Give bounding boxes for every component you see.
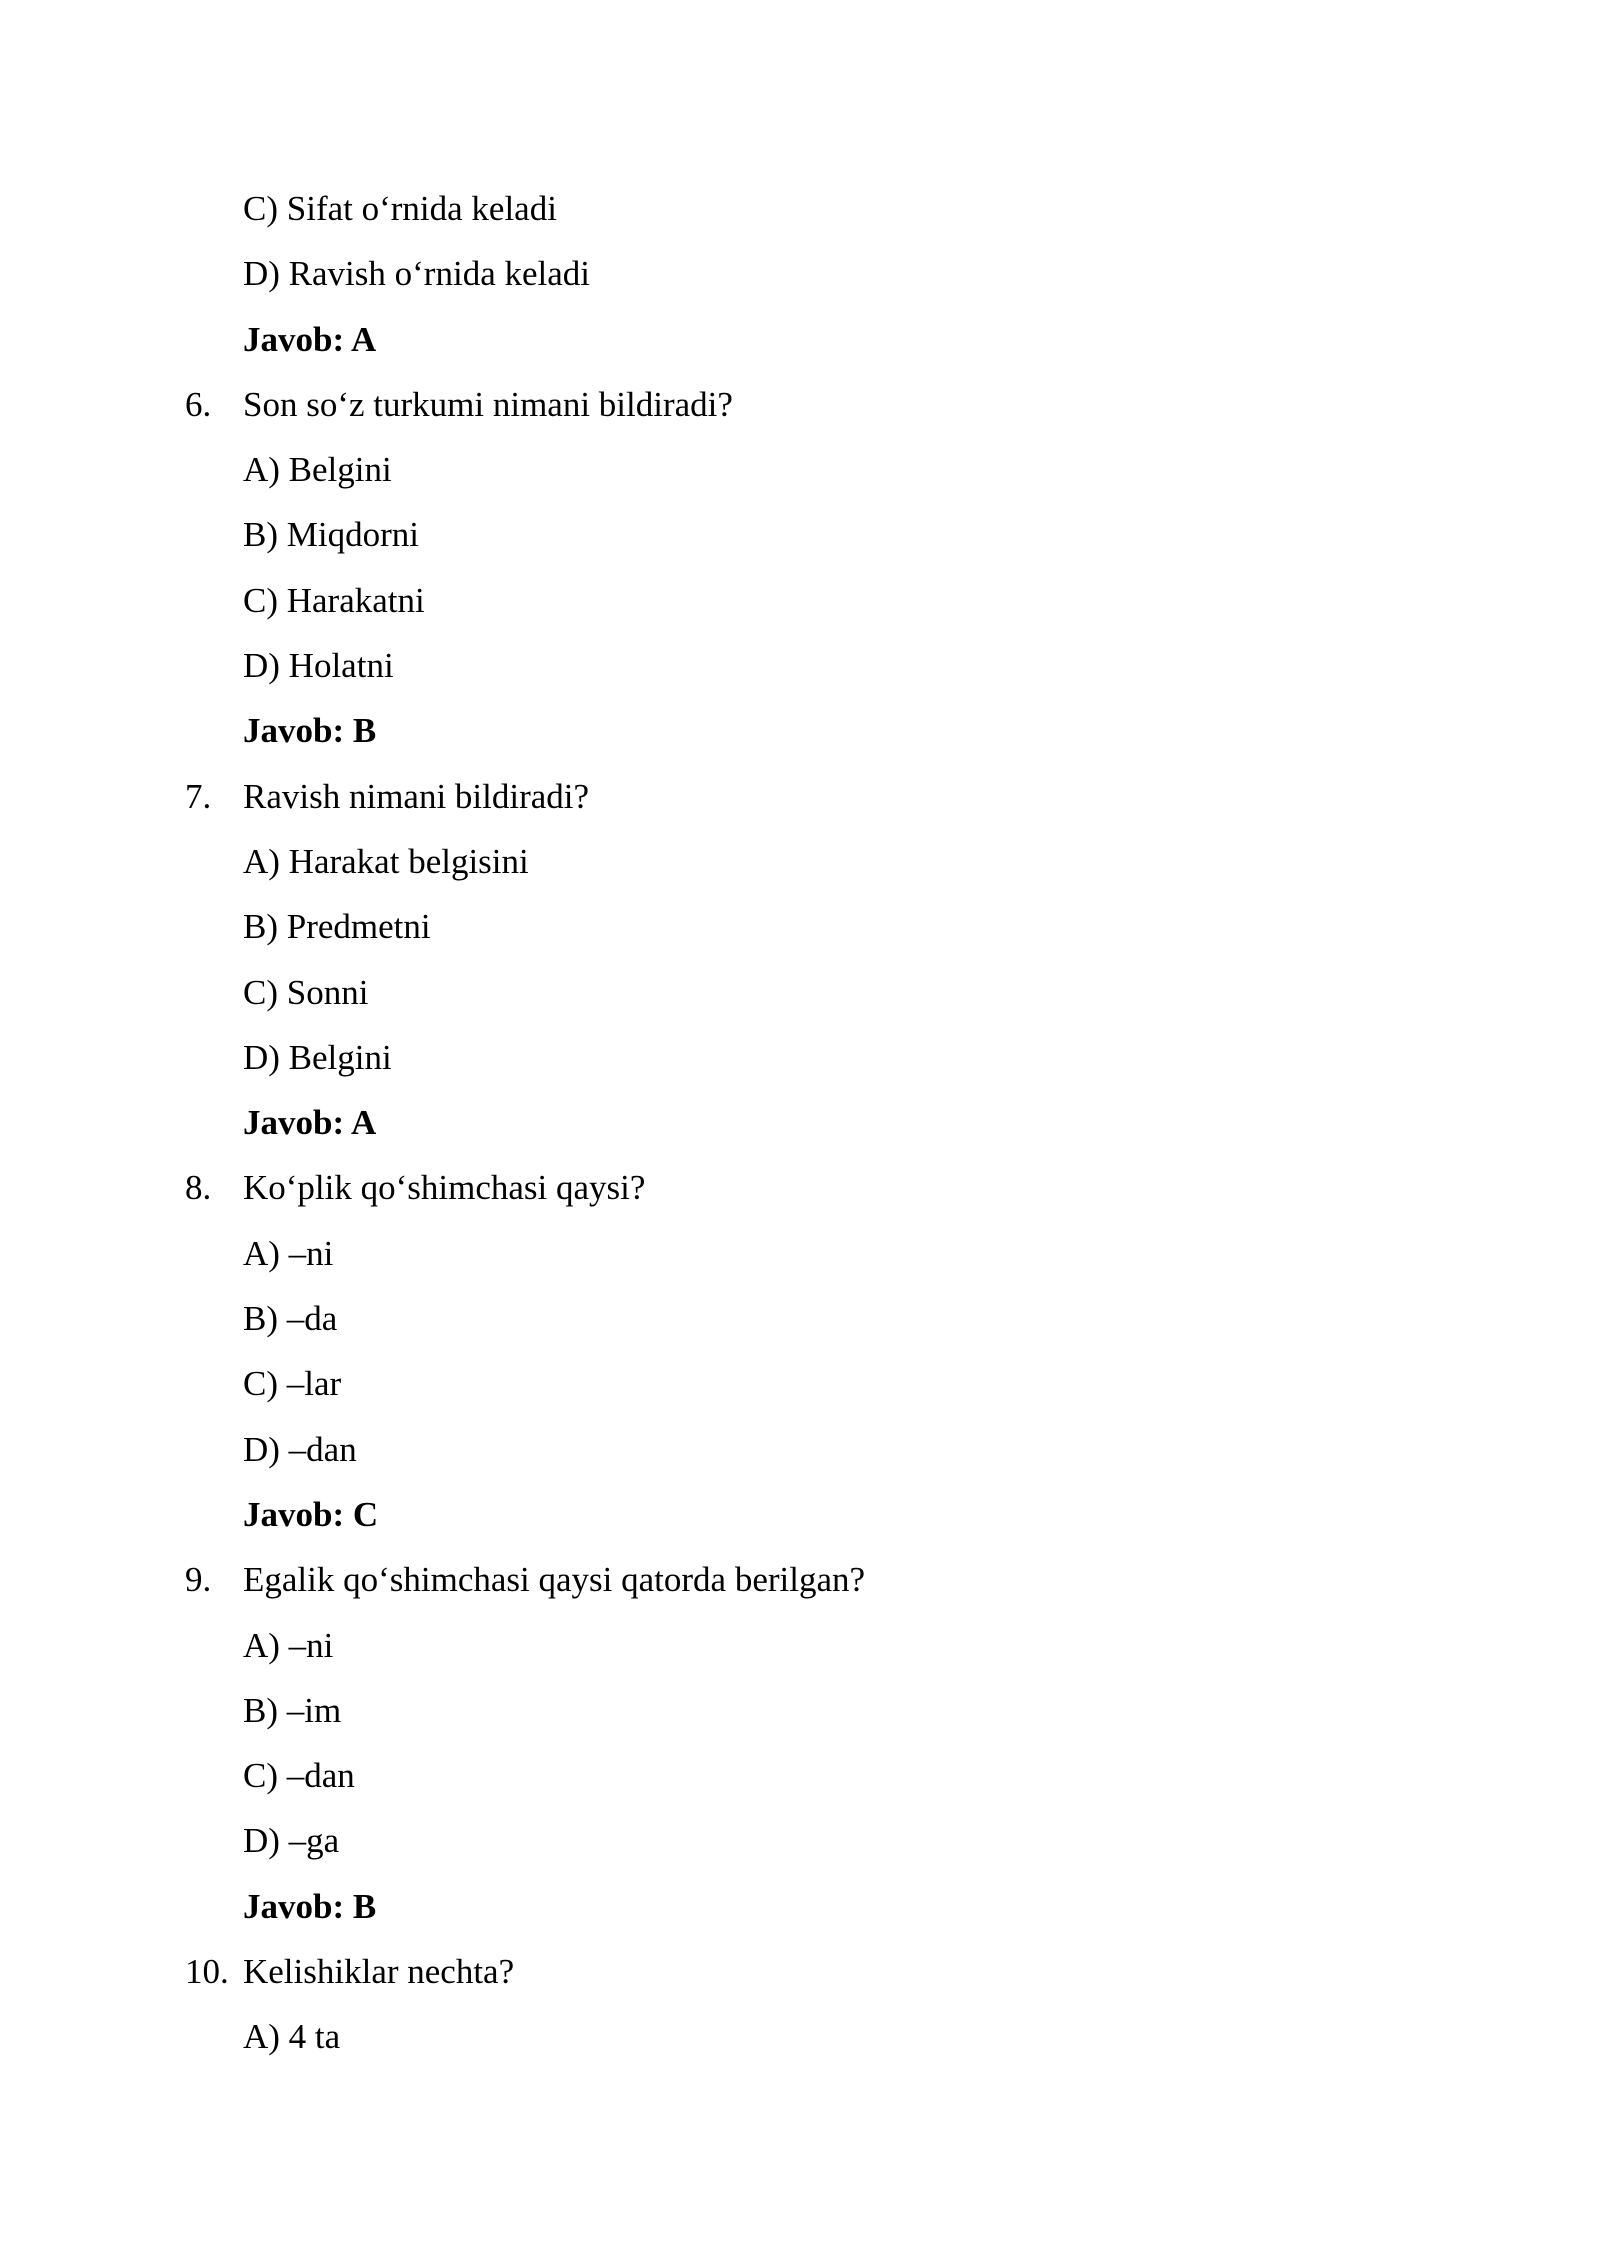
question-line: [0, 1168, 1600, 1233]
option-line: [0, 973, 1600, 1038]
question-text: Kelishiklar nechta?: [243, 1952, 515, 1992]
answer-line: [0, 1495, 1600, 1560]
answer-line: [0, 711, 1600, 776]
answer-line: [0, 1887, 1600, 1952]
option-line: [0, 1364, 1600, 1429]
option-line: [0, 1430, 1600, 1495]
question-line: [0, 1560, 1600, 1625]
option-text: A) Harakat belgisini: [243, 841, 529, 881]
option-text: A) Belgini: [243, 450, 392, 490]
option-line: [0, 1038, 1600, 1103]
question-number: 10.: [185, 1952, 229, 1992]
option-text: A) –ni: [243, 1233, 334, 1273]
option-text: D) –dan: [243, 1429, 357, 1469]
option-text: C) Harakatni: [243, 580, 425, 620]
option-line: [0, 1626, 1600, 1691]
question-text: Egalik qo‘shimchasi qaysi qatorda berilgan?: [243, 1560, 866, 1600]
question-number: 6.: [185, 384, 212, 424]
question-line: [0, 1952, 1600, 2017]
quiz-content: [0, 189, 1600, 2083]
option-text: B) –da: [243, 1299, 338, 1339]
answer-line: [0, 320, 1600, 385]
option-text: B) Predmetni: [243, 907, 431, 947]
option-line: [0, 907, 1600, 972]
option-text: C) –lar: [243, 1364, 342, 1404]
answer-text: Javob: A: [243, 319, 377, 359]
option-text: C) –dan: [243, 1756, 355, 1796]
option-text: C) Sonni: [243, 972, 369, 1012]
option-line: [0, 254, 1600, 319]
answer-text: Javob: A: [243, 1103, 377, 1143]
option-line: [0, 450, 1600, 515]
option-text: A) –ni: [243, 1625, 334, 1665]
option-line: [0, 189, 1600, 254]
option-line: [0, 1821, 1600, 1886]
option-text: D) –ga: [243, 1821, 340, 1861]
question-text: Ko‘plik qo‘shimchasi qaysi?: [243, 1168, 646, 1208]
question-text: Son so‘z turkumi nimani bildiradi?: [243, 384, 733, 424]
option-line: [0, 842, 1600, 907]
option-line: [0, 1299, 1600, 1364]
option-line: [0, 1756, 1600, 1821]
option-line: [0, 581, 1600, 646]
option-text: A) 4 ta: [243, 2017, 341, 2057]
answer-line: [0, 1103, 1600, 1168]
option-text: B) –im: [243, 1690, 342, 1730]
option-text: D) Belgini: [243, 1037, 392, 1077]
option-line: [0, 2017, 1600, 2082]
option-line: [0, 1691, 1600, 1756]
answer-text: Javob: B: [243, 711, 377, 751]
question-number: 7.: [185, 776, 212, 816]
question-text: Ravish nimani bildiradi?: [243, 776, 590, 816]
question-line: [0, 385, 1600, 450]
option-line: [0, 515, 1600, 580]
answer-text: Javob: B: [243, 1886, 377, 1926]
option-text: D) Ravish o‘rnida keladi: [243, 254, 590, 294]
option-text: C) Sifat o‘rnida keladi: [243, 189, 557, 228]
option-line: [0, 646, 1600, 711]
question-number: 8.: [185, 1168, 212, 1208]
answer-text: Javob: C: [243, 1494, 379, 1534]
option-text: D) Holatni: [243, 646, 394, 686]
question-line: [0, 777, 1600, 842]
option-line: [0, 1234, 1600, 1299]
option-text: B) Miqdorni: [243, 515, 419, 555]
question-number: 9.: [185, 1560, 212, 1600]
